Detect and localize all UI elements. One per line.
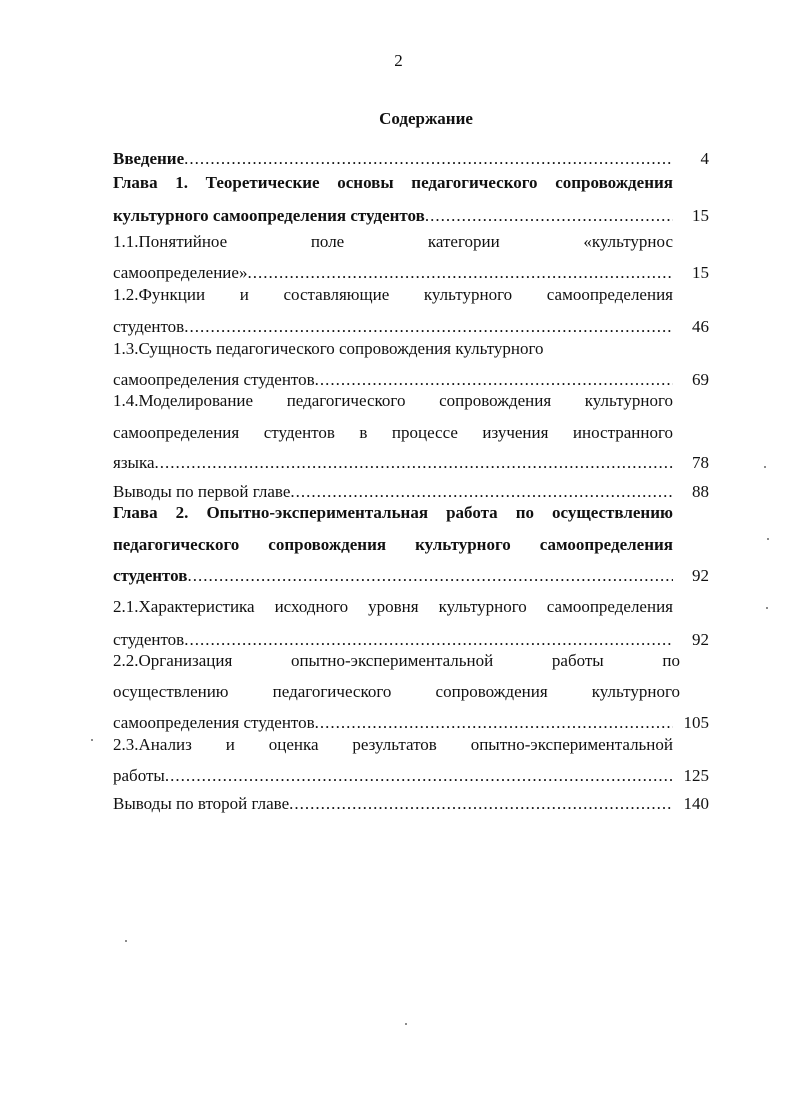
toc-entry-text: студентов [113,317,185,336]
toc-section-2-1-line-1[interactable]: 2.1.Характеристика исходного уровня культурного самоопределения [113,597,673,616]
toc-section-2-2-line-2[interactable]: осуществлению педагогического сопровождения культурного [113,682,680,701]
toc-chapter-2[interactable] [113,565,673,587]
toc-entry-text: культурного самоопределения студентов [113,206,425,225]
toc-section-1-4-line-2[interactable]: самоопределения студентов в процессе изучения иностранного [113,423,673,442]
toc-page-number: 69 [692,370,709,389]
toc-conclusions-2[interactable] [113,793,673,815]
page-title: Содержание [379,109,473,128]
toc-section-1-2-line-1[interactable]: 1.2.Функции и составляющие культурного самоопределения [113,285,673,304]
scan-speck [125,940,127,942]
toc-chapter-2-line-2[interactable]: педагогического сопровождения культурного самоопределения [113,535,673,554]
toc-section-1-1-line-1[interactable]: 1.1.Понятийное поле категории «культурнос [113,232,673,251]
toc-section-1-1[interactable] [113,262,673,284]
toc-page-number: 105 [683,713,709,732]
toc-chapter-1[interactable] [113,205,673,227]
dot-leader [290,481,673,503]
toc-section-2-3[interactable] [113,765,673,787]
toc-entry-text: Введение [113,149,185,168]
toc-chapter-2-line-1[interactable]: Глава 2. Опытно-экспериментальная работа по осуществлению [113,503,673,522]
toc-entry-text: Выводы по второй главе [113,794,290,813]
toc-page-number: 92 [692,630,709,649]
toc-page-number: 140 [683,794,709,813]
toc-page-number: 78 [692,453,709,472]
toc-chapter-1-line-1[interactable]: Глава 1. Теоретические основы педагогического сопровождения [113,173,673,192]
dot-leader [155,452,673,474]
toc-section-2-2[interactable] [113,712,673,734]
toc-conclusions-1[interactable] [113,481,673,503]
dot-leader [425,205,673,227]
toc-entry-text: самоопределения студентов [113,713,315,732]
dot-leader [247,262,673,284]
dot-leader [187,565,673,587]
toc-entry-text: студентов [113,566,188,585]
toc-entry-text: самоопределения студентов [113,370,315,389]
dot-leader [184,316,673,338]
page-number: 2 [394,51,403,70]
scan-speck [767,538,769,540]
scan-speck [91,739,93,741]
toc-section-2-3-line-1[interactable]: 2.3.Анализ и оценка результатов опытно-экспериментальной [113,735,673,754]
toc-entry-text: самоопределение» [113,263,248,282]
toc-page-number: 125 [683,766,709,785]
dot-leader [165,765,673,787]
dot-leader [289,793,673,815]
toc-page-number: 92 [692,566,709,585]
toc-page-number: 15 [692,206,709,225]
dot-leader [184,629,673,651]
toc-page-number: 4 [700,149,709,168]
toc-section-1-3-line-1[interactable]: 1.3.Сущность педагогического сопровождения культурного [113,339,544,358]
dot-leader [315,712,673,734]
scan-speck [405,1023,407,1025]
toc-entry-text: языка [113,453,155,472]
toc-section-1-3[interactable] [113,369,673,391]
toc-page-number: 88 [692,482,709,501]
dot-leader [315,369,673,391]
toc-page-number: 46 [692,317,709,336]
scan-speck [764,466,766,468]
toc-section-2-2-line-1[interactable]: 2.2.Организация опытно-экспериментальной работы по [113,651,680,670]
toc-entry-text: Выводы по первой главе [113,482,291,501]
toc-page-number: 15 [692,263,709,282]
toc-section-1-4[interactable] [113,452,673,474]
toc-entry-text: студентов [113,630,185,649]
toc-entry-intro[interactable] [113,148,673,170]
toc-section-1-2[interactable] [113,316,673,338]
toc-section-2-1[interactable] [113,629,673,651]
toc-entry-text: работы [113,766,165,785]
scan-speck [766,607,768,609]
toc-section-1-4-line-1[interactable]: 1.4.Моделирование педагогического сопровождения культурного [113,391,673,410]
dot-leader [184,148,673,170]
